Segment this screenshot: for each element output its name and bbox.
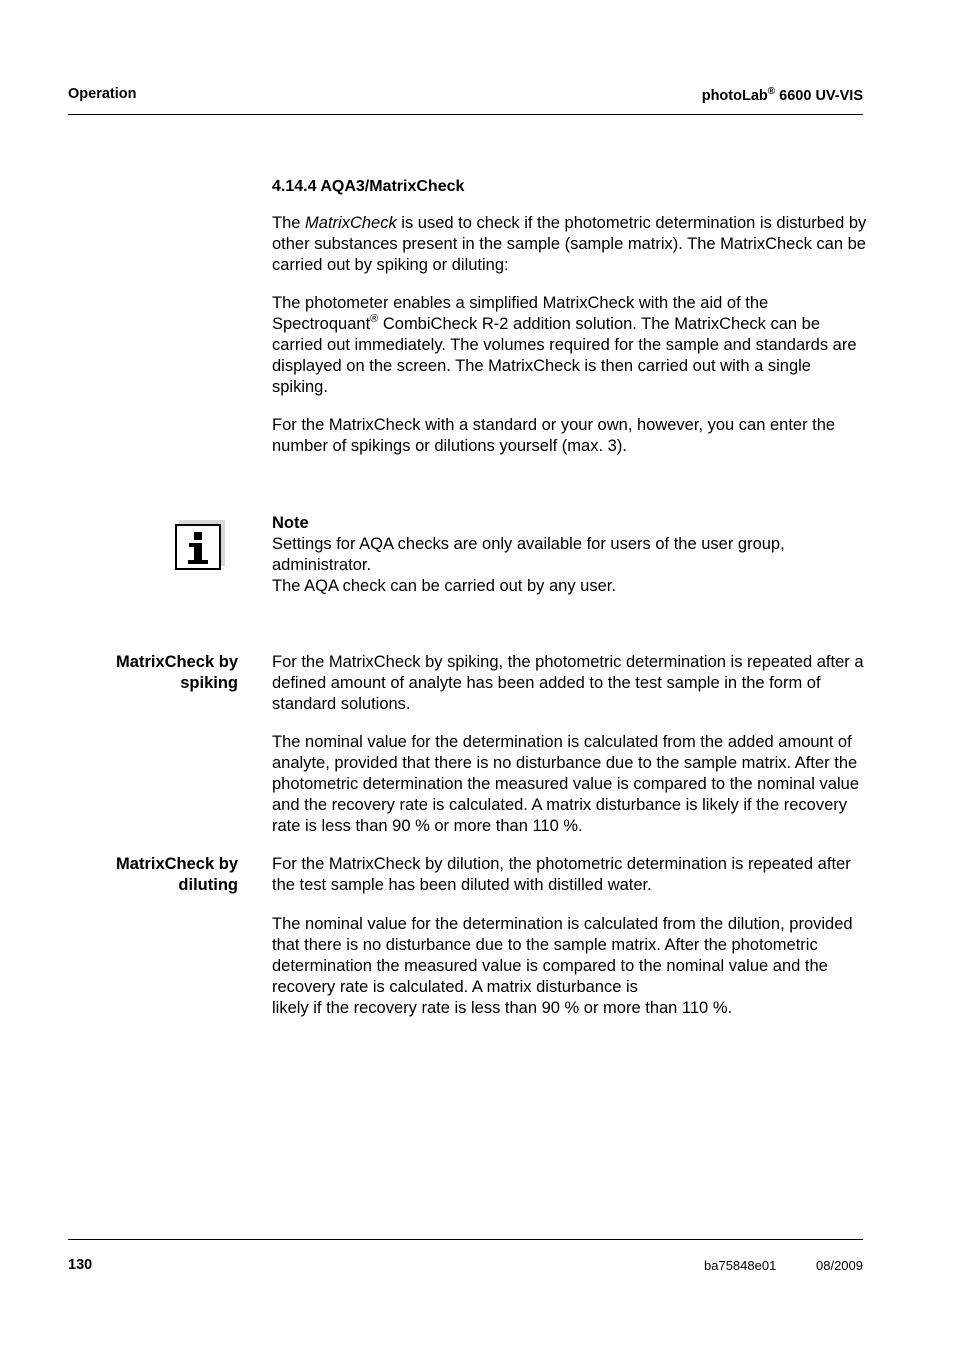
side-heading-spiking <box>116 652 238 694</box>
intro-text: is used to check if the photometric determination is disturbed by other substances present in the sample (sample matrix). The MatrixCheck can be carried out by spiking or diluting: <box>272 214 867 274</box>
footer-divider <box>68 1239 863 1240</box>
side-heading-line: MatrixCheck by <box>116 653 238 671</box>
diluting-text: For the MatrixCheck by dilution, the photometric determination is repeated after the test sample has been diluted with distilled water. <box>272 855 851 894</box>
header-product <box>702 86 863 104</box>
note-text: Settings for AQA checks are only available for users of the user group, administrator. <box>272 535 785 574</box>
intro-text: CombiCheck R-2 addition solution. The MatrixCheck can be carried out immediately. The volumes required for the sample and standards are displayed on the screen. The MatrixCheck is then carried out with a single spiking. <box>272 315 857 396</box>
section-title: 4.14.4 AQA3/MatrixCheck <box>272 178 465 195</box>
spiking-paragraph-2 <box>272 732 867 837</box>
header-section: Operation <box>68 86 137 102</box>
product-model: 6600 UV-VIS <box>775 88 863 104</box>
doc-code: ba75848e01 <box>704 1258 777 1273</box>
matrixcheck-term: MatrixCheck <box>305 214 397 232</box>
intro-paragraph-1 <box>272 213 867 276</box>
note-heading: Note <box>272 514 309 532</box>
intro-text: For the MatrixCheck with a standard or your own, however, you can enter the number of spikings or dilutions yourself (max. 3). <box>272 416 836 455</box>
diluting-paragraph-1 <box>272 854 867 896</box>
spiking-text: The nominal value for the determination is calculated from the added amount of analyte, provided that there is no disturbance due to the sample matrix. After the photometric determination the measured value is compared to the nominal value and the recovery rate is calculated. A matrix disturbance is likely if the recovery rate is less than 90 % or more than 110 %. <box>272 733 859 835</box>
note-text: The AQA check can be carried out by any user. <box>272 577 616 595</box>
intro-paragraph-2 <box>272 293 867 398</box>
side-heading-line: MatrixCheck by <box>116 855 238 873</box>
side-heading-line: diluting <box>178 876 238 894</box>
info-icon <box>175 524 221 570</box>
page-number: 130 <box>68 1257 93 1273</box>
doc-date: 08/2009 <box>816 1258 863 1273</box>
intro-text: The <box>272 214 306 232</box>
spiking-text: For the MatrixCheck by spiking, the photometric determination is repeated after a defined amount of analyte has been added to the test sample in the form of standard solutions. <box>272 653 864 713</box>
spiking-paragraph-1 <box>272 652 867 715</box>
note-block <box>272 513 867 597</box>
registered-mark: ® <box>370 313 379 325</box>
side-heading-diluting <box>116 854 238 896</box>
diluting-text: likely if the recovery rate is less than 90 % or more than 110 %. <box>272 999 733 1017</box>
registered-mark: ® <box>767 86 776 97</box>
intro-paragraph-3 <box>272 415 867 457</box>
header-divider <box>68 114 863 115</box>
side-heading-line: spiking <box>180 674 238 692</box>
intro-text: The photometer enables a simplified MatrixCheck with the aid of the Spectroquant <box>272 294 769 333</box>
product-name: photoLab <box>701 88 768 104</box>
diluting-paragraph-2 <box>272 914 867 1019</box>
diluting-text: The nominal value for the determination is calculated from the dilution, provided that there is no disturbance due to the sample matrix. After the photometric determination the measured value is compared to the nominal value and the recovery rate is calculated. A matrix disturbance is <box>272 915 853 996</box>
